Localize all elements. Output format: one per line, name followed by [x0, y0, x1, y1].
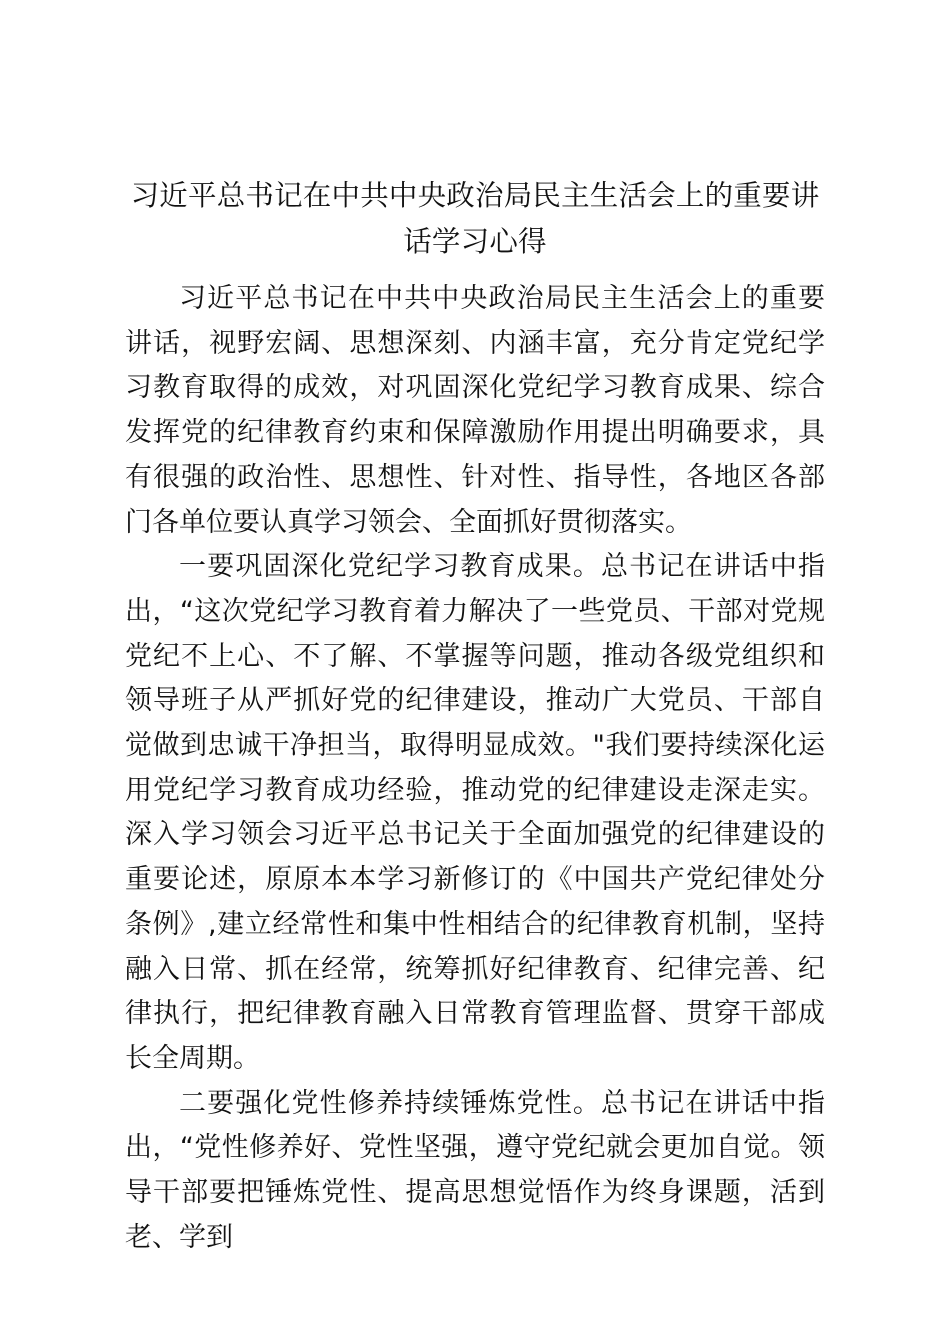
paragraph-intro: 习近平总书记在中共中央政治局民主生活会上的重要讲话，视野宏阔、思想深刻、内涵丰富，充分肯定党纪学习教育取得的成效，对巩固深化党纪学习教育成果、综合发挥党的纪律教育约束和保障激励作用提出明确要求，具有很强的政治性、思想性、针对性、指导性，各地区各部门各单位要认真学习领会、全面抓好贯彻落实。 — [125, 283, 825, 538]
document-title: 习近平总书记在中共中央政治局民主生活会上的重要讲话学习心得 — [130, 179, 820, 258]
paragraph-point-two: 二要强化党性修养持续锤炼党性。总书记在讲话中指出，“党性修养好、党性坚强，遵守党纪就会更加自觉。领导干部要把锤炼党性、提高思想觉悟作为终身课题，活到老、学到 — [125, 1087, 825, 1253]
document-body — [125, 277, 825, 1260]
paragraph-point-one: 一要巩固深化党纪学习教育成果。总书记在讲话中指出，“这次党纪学习教育着力解决了一些党员、干部对党规党纪不上心、不了解、不掌握等问题，推动各级党组织和领导班子从严抓好党的纪律建设，推动广大党员、干部自觉做到忠诚干净担当，取得明显成效。"我们要持续深化运用党纪学习教育成功经验，推动党的纪律建设走深走实。深入学习领会习近平总书记关于全面加强党的纪律建设的重要论述，原原本本学习新修订的《中国共产党纪律处分条例》,建立经常性和集中性相结合的纪律教育机制，坚持融入日常、抓在经常，统筹抓好纪律教育、纪律完善、纪律执行，把纪律教育融入日常教育管理监督、贯穿干部成长全周期。 — [125, 551, 825, 1074]
